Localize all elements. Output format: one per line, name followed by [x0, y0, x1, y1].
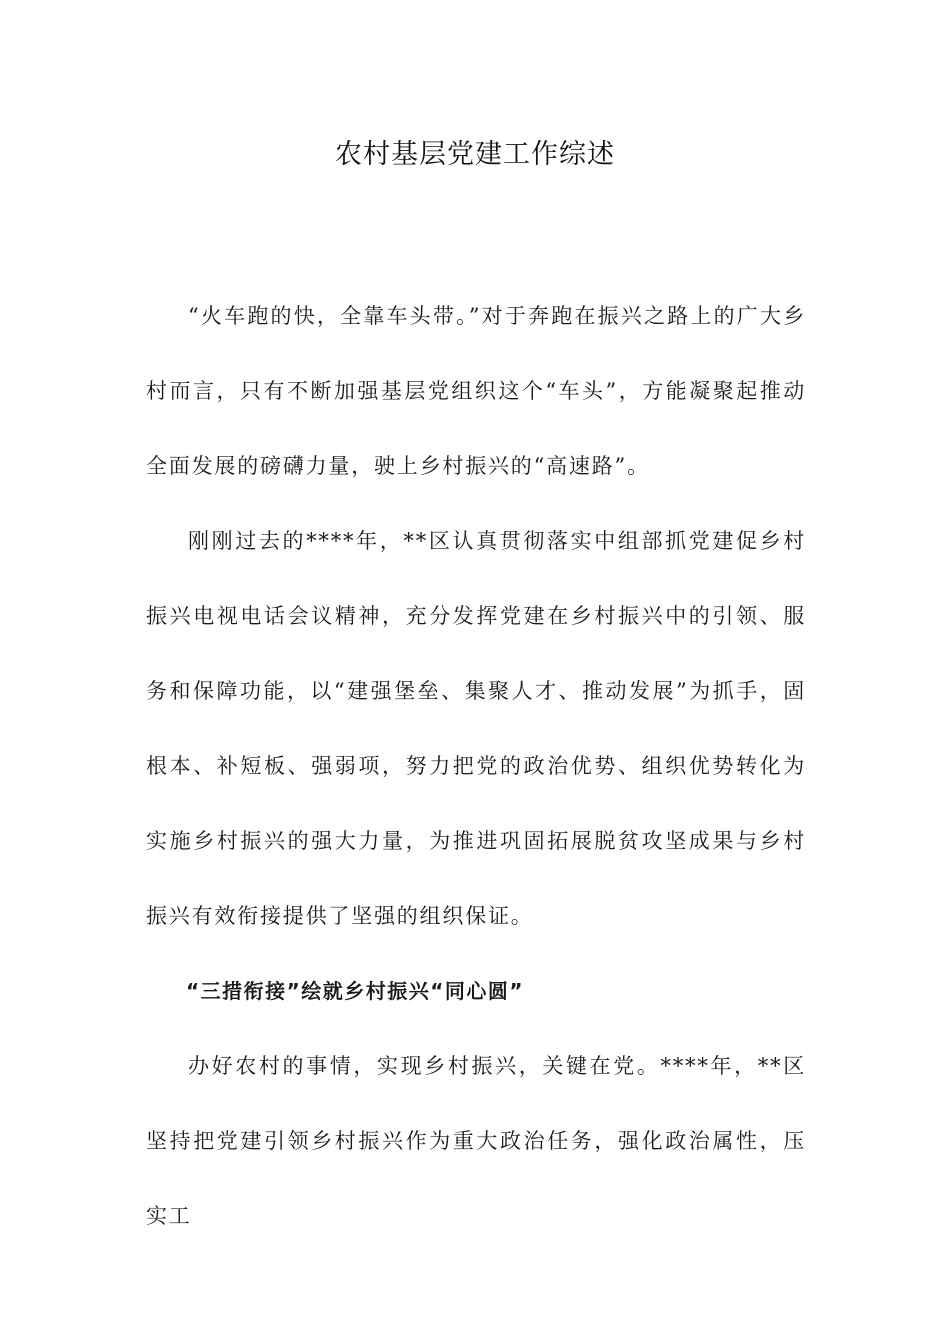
- document-body: [146, 279, 806, 1254]
- paragraph-intro: “火车跑的快，全靠车头带。”对于奔跑在振兴之路上的广大乡村而言，只有不断加强基层党组织这个“车头”，方能凝聚起推动全面发展的磅礴力量，驶上乡村振兴的“高速路”。: [146, 304, 806, 478]
- section-heading: “三措衔接”绘就乡村振兴“同心圆”: [186, 979, 525, 1003]
- paragraph-summary: 刚刚过去的****年，**区认真贯彻落实中组部抓党建促乡村振兴电视电话会议精神，充分发挥党建在乡村振兴中的引领、服务和保障功能，以“建强堡垒、集聚人才、推动发展”为抓手，固根本、补短板、强弱项，努力把党的政治优势、组织优势转化为实施乡村振兴的强大力量，为推进巩固拓展脱贫攻坚成果与乡村振兴有效衔接提供了坚强的组织保证。: [146, 529, 806, 928]
- paragraph-section-body: 办好农村的事情，实现乡村振兴，关键在党。****年，**区坚持把党建引领乡村振兴作为重大政治任务，强化政治属性，压实工: [146, 1054, 806, 1228]
- document-title: 农村基层党建工作综述: [335, 139, 615, 170]
